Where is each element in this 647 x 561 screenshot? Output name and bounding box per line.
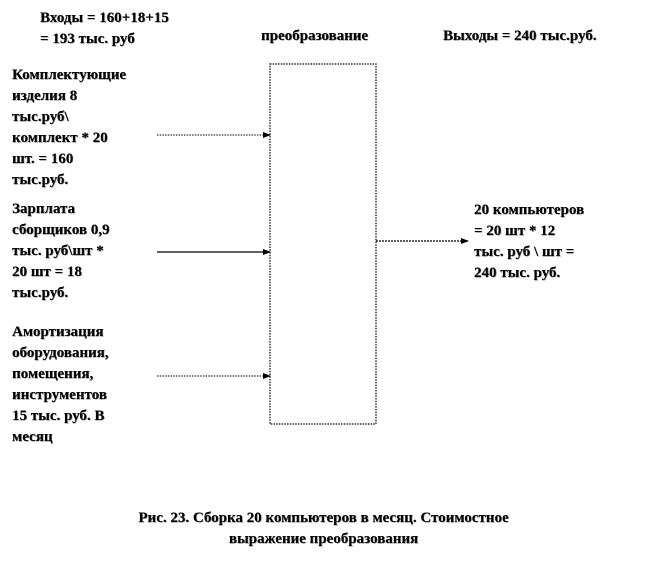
input-depreciation-line: месяц [12,429,53,445]
output-line: = 20 шт * 12 [474,223,556,239]
output-computers-label [474,200,584,284]
input-components-line: Комплектующие [12,67,127,83]
input-components-line: тыс.руб\ [12,109,69,125]
input-wages-line: 20 шт = 18 [12,264,82,280]
input-wages-line: тыс. руб\шт * [12,243,104,259]
input-wages-label [12,199,109,304]
inputs-total-label [40,8,169,50]
output-line: 20 компьютеров [474,202,585,218]
input-depreciation-label [12,322,108,448]
input-components-line: комплект * 20 [12,130,108,146]
input-wages-line: Зарплата [12,201,75,217]
process-box [270,64,376,424]
input-depreciation-line: Амортизация [12,324,104,340]
input-depreciation-line: помещения, [12,366,94,382]
input-components-label [12,65,126,191]
figure-caption [0,508,647,550]
input-depreciation-line: 15 тыс. руб. В [12,408,105,424]
input-wages-line: сборщиков 0,9 [12,222,110,238]
input-depreciation-line: инструментов [12,387,107,403]
caption-line: Рис. 23. Сборка 20 компьютеров в месяц. Стоимостное [138,510,509,526]
caption-line: выражение преобразования [228,531,419,547]
input-components-line: изделия 8 [12,88,78,104]
inputs-total-line: Входы = 160+18+15 [40,10,169,26]
output-line: тыс. руб \ шт = [474,244,575,260]
output-line: 240 тыс. руб. [474,265,561,281]
input-components-line: тыс.руб. [12,172,69,188]
input-depreciation-line: оборудования, [12,345,109,361]
transform-label: преобразование [261,28,369,44]
inputs-total-line: = 193 тыс. руб [40,31,135,47]
input-wages-line: тыс.руб. [12,285,69,301]
outputs-total-label: Выходы = 240 тыс.руб. [443,28,597,44]
input-components-line: шт. = 160 [12,151,74,167]
